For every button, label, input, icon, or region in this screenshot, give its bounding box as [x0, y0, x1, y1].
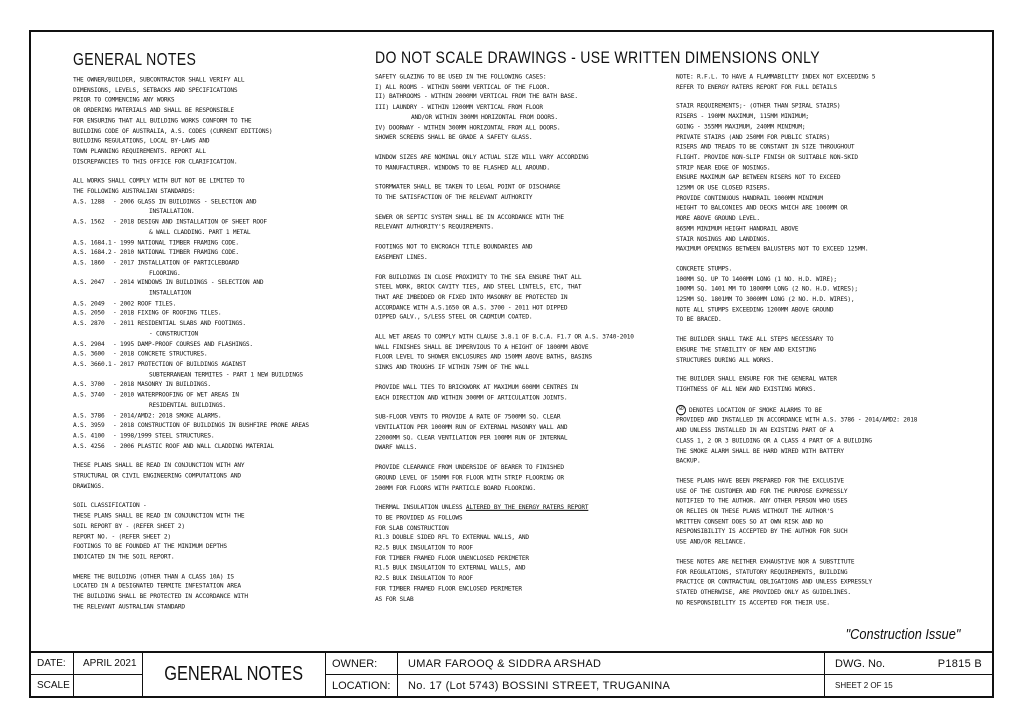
text-line: 22000MM SQ. CLEAR VENTILATION PER 100MM RUN OF INTERNAL — [375, 433, 568, 442]
standard-code: A.S. 3600 — [73, 350, 105, 359]
text-line: THESE NOTES ARE NEITHER EXHAUSTIVE NOR A SUBSTITUTE — [676, 557, 855, 566]
text-line: NOTE ALL STUMPS EXCEEDING 1200MM ABOVE GROUND — [676, 305, 834, 314]
sewer-paragraph — [375, 212, 671, 232]
standard-item — [73, 309, 363, 319]
date-scale-cell — [31, 653, 143, 696]
text-line: TOWN PLANNING REQUIREMENTS. REPORT ALL — [73, 147, 206, 156]
text-line: R2.5 BULK INSULATION TO ROOF — [375, 544, 473, 552]
standard-code: A.S. 4100 — [73, 432, 105, 440]
text-line: FOOTINGS TO BE FOUNDED AT THE MINIMUM DEPTHS — [73, 542, 227, 551]
text-line: SEWER OR SEPTIC SYSTEM SHALL BE IN ACCORDANCE WITH THE — [375, 213, 564, 221]
text-line: 125MM SQ. 1801MM TO 3000MM LONG (2 NO. H.D. WIRES), — [676, 295, 855, 304]
standard-text: - 2018 MASONRY IN BUILDINGS. — [113, 381, 211, 389]
text-line: 100MM SQ. 1401 MM TO 1800MM LONG (2 NO. H.D. WIRES); — [676, 285, 858, 293]
standard-text: - 2018 DESIGN AND INSTALLATION OF SHEET ROOF & WALL CLADDING. PART 1 METAL — [113, 218, 267, 236]
text-line: FOOTINGS NOT TO ENCROACH TITLE BOUNDARIES AND — [375, 243, 533, 251]
text-line: SAFETY GLAZING TO BE USED IN THE FOLLOWING CASES: — [375, 73, 547, 81]
text-line: SOIL REPORT BY - (REFER SHEET 2) — [73, 522, 185, 530]
text-line: THE BUILDER SHALL ENSURE FOR THE GENERAL WATER — [676, 375, 837, 384]
text-line: LOCATED IN A DESIGNATED TERMITE INFESTATION AREA — [73, 582, 241, 591]
intro-paragraph — [73, 75, 363, 167]
standard-text: - 2010 NATIONAL TIMBER FRAMING CODE. — [113, 248, 239, 257]
text-line: AND/OR WITHIN 300MM HORIZONTAL FROM DOORS. — [411, 113, 558, 122]
notes-column-1 — [73, 48, 363, 622]
standard-code: A.S. 3700 — [73, 381, 105, 389]
text-line: DRAWINGS. — [73, 482, 105, 490]
standard-item — [73, 380, 363, 390]
text-line: OR RELIES ON THESE PLANS WITHOUT THE AUTHOR'S — [676, 507, 834, 516]
text-line: PRIVATE STAIRS (AND 250MM FOR PUBLIC STAIRS) — [676, 133, 830, 141]
standard-item — [73, 350, 363, 360]
text-line: REFER TO ENERGY RATERS REPORT FOR FULL DETAILS — [676, 83, 837, 91]
text-line: SINKS AND TROUGHS IF WITHIN 75MM OF THE WALL — [375, 364, 529, 372]
smoke-alarm-paragraph — [676, 405, 976, 467]
footings-paragraph — [375, 242, 671, 262]
values-cell — [398, 653, 825, 696]
text-line: THESE PLANS HAVE BEEN PREPARED FOR THE EXCLUSIVE — [676, 477, 844, 485]
standard-text: - 1999 NATIONAL TIMBER FRAMING CODE. — [113, 238, 239, 246]
text-line: CLASS 1, 2 OR 3 BUILDING OR A CLASS 4 PART OF A BUILDING — [676, 437, 872, 445]
text-line: USE OF THE CUSTOMER AND FOR THE PURPOSE EXPRESSLY — [676, 487, 848, 495]
water-tightness-paragraph — [676, 375, 976, 395]
text-line: GOING - 355MM MAXIMUM, 240MM MINIMUM; — [676, 123, 806, 131]
construction-issue-stamp: "Construction Issue" — [845, 627, 960, 643]
location-label: LOCATION: — [332, 679, 391, 692]
text-line: THE RELEVANT AUSTRALIAN STANDARD — [73, 603, 185, 611]
text-line: INDICATED IN THE SOIL REPORT. — [73, 552, 175, 561]
standard-item — [73, 431, 363, 441]
text-line: THE BUILDER SHALL TAKE ALL STEPS NECESSARY TO — [676, 335, 834, 344]
text-line: III) LAUNDRY - WITHIN 1200MM VERTICAL FROM FLOOR — [375, 103, 543, 111]
text-line: THESE PLANS SHALL BE READ IN CONJUNCTION WITH THE — [73, 512, 245, 520]
text-line: HEIGHT TO BALCONIES AND DECKS WHICH ARE 1000MM OR — [676, 204, 848, 213]
text-line: FOR TIMBER FRAMED FLOOR UNENCLOSED PERIMETER — [375, 554, 529, 563]
text-line: WHERE THE BUILDING (OTHER THAN A CLASS 10A) IS — [73, 572, 234, 580]
text-line: THE SMOKE ALARM SHALL BE HARD WIRED WITH BATTERY — [676, 447, 844, 455]
text-line: TO THE SATISFACTION OF THE RELEVANT AUTHORITY — [375, 193, 533, 202]
engineering-paragraph — [73, 461, 363, 492]
standard-code: A.S. 4256 — [73, 442, 105, 450]
text-line: RISERS - 190MM MAXIMUM, 115MM MINIMUM; — [676, 113, 809, 121]
text-line: STAIR NOSINGS AND LANDINGS. — [676, 235, 771, 243]
standard-item — [73, 278, 363, 298]
text-line: STRUCTURES DURING ALL WORKS. — [676, 356, 774, 364]
standard-text: - 1995 DAMP-PROOF COURSES AND FLASHINGS. — [113, 340, 253, 348]
text-line: FLOOR LEVEL TO SHOWER ENCLOSURES AND 150MM ABOVE BATHS, BASINS — [375, 353, 592, 362]
stairs-paragraph — [676, 102, 976, 255]
drawing-number-value: P1815 B — [937, 657, 982, 670]
text-line: WINDOW SIZES ARE NOMINAL ONLY ACTUAL SIZE WILL VARY ACCORDING — [375, 153, 589, 162]
standard-item — [73, 248, 363, 258]
standard-item — [73, 421, 363, 431]
date-value: APRIL 2021 — [83, 658, 137, 669]
text-line: FLIGHT. PROVIDE NON-SLIP FINISH OR SUITABLE NON-SKID — [676, 153, 858, 162]
subfloor-vents-paragraph — [375, 412, 671, 453]
standard-code: A.S. 2870 — [73, 320, 105, 328]
sheet-title: GENERAL NOTES — [164, 663, 304, 685]
scale-label: SCALE — [37, 680, 70, 691]
text-line: BUILDING REGULATIONS, LOCAL BY-LAWS AND — [73, 137, 210, 145]
text-line: OR ORDERING MATERIALS AND SHALL BE RESPONSIBLE — [73, 106, 234, 115]
stability-paragraph — [676, 335, 976, 366]
standard-code: A.S. 2047 — [73, 279, 105, 287]
text-line: BUILDING CODE OF AUSTRALIA, A.S. CODES (CURRENT EDITIONS) — [73, 127, 273, 135]
standard-item — [73, 390, 363, 410]
text-line: R1.5 BULK INSULATION TO EXTERNAL WALLS, AND — [375, 564, 526, 573]
text-line: PRACTICE OR CONTRACTUAL OBLIGATIONS AND UNLESS EXPRESSLY — [676, 578, 872, 586]
standard-text: - 2018 CONSTRUCTION OF BUILDINGS IN BUSHFIRE PRONE AREAS — [113, 422, 309, 430]
text-line: SOIL CLASSIFICATION - — [73, 502, 147, 510]
standard-code: A.S. 3740 — [73, 391, 105, 399]
labels-cell — [326, 653, 398, 696]
wall-ties-paragraph — [375, 383, 671, 403]
text-line: R1.3 DOUBLE SIDED RFL TO EXTERNAL WALLS, AND — [375, 534, 529, 542]
text-line: TO BE PROVIDED AS FOLLOWS — [375, 513, 463, 522]
text-line: AND UNLESS INSTALLED IN AN EXISTING PART OF A — [676, 426, 834, 435]
wet-areas-paragraph — [375, 332, 671, 373]
text-line: TO MANUFACTURER. WINDOWS TO BE FLASHED ALL AROUND. — [375, 164, 550, 172]
text-line: STEEL WORK, BRICK CAVITY TIES, AND STEEL LINTELS, ETC, THAT — [375, 283, 582, 291]
text-line: THAT ARE IMBEDDED OR FIXED INTO MASONRY BE PROTECTED IN — [375, 293, 568, 301]
standard-code: A.S. 3660.1 — [73, 360, 112, 369]
text-line: 125MM OR USE CLOSED RISERS. — [676, 184, 771, 192]
standard-text: - 2011 RESIDENTIAL SLABS AND FOOTINGS. - CONSTRUCTION — [113, 320, 246, 338]
text-line: REPORT NO. - (REFER SHEET 2) — [73, 532, 171, 540]
text-line: RISERS AND TREADS TO BE CONSTANT IN SIZE THROUGHOUT — [676, 143, 855, 151]
standard-item — [73, 319, 363, 339]
standard-text: - 1998/1999 STEEL STRUCTURES. — [113, 432, 215, 440]
standard-code: A.S. 1860 — [73, 259, 105, 267]
text-line: THE FOLLOWING AUSTRALIAN STANDARDS: — [73, 187, 196, 196]
text-line: STATED OTHERWISE, ARE PROVIDED ONLY AS GUIDELINES. — [676, 588, 851, 596]
standard-item — [73, 411, 363, 421]
text-line: FOR SLAB CONSTRUCTION — [375, 524, 449, 532]
standard-item — [73, 441, 363, 451]
insulation-heading: THERMAL INSULATION UNLESS — [375, 503, 466, 512]
text-line: PROVIDE CLEARANCE FROM UNDERSIDE OF BEARER TO FINISHED — [375, 463, 564, 472]
standard-code: A.S. 2049 — [73, 299, 105, 308]
text-line: VENTILATION PER 1000MM RUN OF EXTERNAL MASONRY WALL AND — [375, 423, 568, 432]
sheet-number: SHEET 2 OF 15 — [835, 681, 893, 690]
drawing-number-cell — [825, 653, 992, 696]
text-line: ENSURE MAXIMUM GAP BETWEEN RISERS NOT TO EXCEED — [676, 174, 841, 182]
text-line: IV) DOORWAY - WITHIN 300MM HORIZONTAL FROM ALL DOORS. — [375, 123, 561, 132]
standard-code: A.S. 3959 — [73, 422, 105, 430]
text-line: WRITTEN CONSENT DOES SO AT OWN RISK AND NO — [676, 517, 823, 526]
text-line: MORE ABOVE GROUND LEVEL. — [676, 214, 760, 223]
owner-label: OWNER: — [326, 653, 397, 675]
sheet-title-cell — [143, 653, 326, 696]
text-line: STRUCTURAL OR CIVIL ENGINEERING COMPUTATIONS AND — [73, 472, 241, 480]
standard-text: - 2017 PROTECTION OF BUILDINGS AGAINST SUBTERRANEAN TERMITES - PART 1 NEW BUILDINGS — [113, 360, 303, 379]
text-line: SHOWER SCREENS SHALL BE GRADE A SAFETY GLASS. — [375, 134, 533, 142]
standard-code: A.S. 1684.2 — [73, 248, 112, 257]
standard-text: - 2014 WINDOWS IN BUILDINGS - SELECTION AND INSTALLATION — [113, 279, 264, 297]
standard-text: - 2018 FIXING OF ROOFING TILES. — [113, 309, 222, 318]
text-line: DWARF WALLS. — [375, 444, 417, 452]
text-line: ENSURE THE STABILITY OF NEW AND EXISTING — [676, 345, 816, 354]
standard-code: A.S. 2050 — [73, 309, 105, 318]
text-line: STORMWATER SHALL BE TAKEN TO LEGAL POINT OF DISCHARGE — [375, 183, 561, 191]
standard-text: - 2006 PLASTIC ROOF AND WALL CLADDING MATERIAL — [113, 442, 274, 450]
text-line: USE AND/OR RELIANCE. — [676, 538, 746, 546]
standard-code: A.S. 1288 — [73, 197, 105, 206]
smoke-detector-icon: SD — [676, 405, 686, 416]
text-line: STAIR REQUIREMENTS;- (OTHER THAN SPIRAL STAIRS) — [676, 102, 841, 111]
text-line: FOR REGULATIONS, STATUTORY REQUIREMENTS, BUILDING — [676, 568, 848, 576]
clearance-paragraph — [375, 463, 671, 494]
text-line: EACH DIRECTION AND WITHIN 300MM OF ARTICULATION JOINTS. — [375, 393, 568, 402]
text-line: STRIP NEAR EDGE OF NOSINGS. — [676, 164, 771, 172]
text-line: MAXIMUM OPENINGS BETWEEN BALUSTERS NOT TO EXCEED 125MM. — [676, 245, 869, 253]
insulation-heading-underlined: ALTERED BY THE ENERGY RATERS REPORT — [465, 503, 589, 512]
text-line: NOTIFIED TO THE AUTHOR. ANY OTHER PERSON WHO USES — [676, 497, 848, 505]
notes-column-2 — [375, 72, 671, 614]
standard-text: - 2010 WATERPROOFING OF WET AREAS IN RESIDENTIAL BUILDINGS. — [113, 391, 239, 409]
text-line: EASEMENT LINES. — [375, 253, 428, 261]
insulation-paragraph — [375, 503, 671, 605]
standard-text: - 2017 INSTALLATION OF PARTICLEBOARD FLOORING. — [113, 259, 239, 277]
smoke-alarm-first-line: DENOTES LOCATION OF SMOKE ALARMS TO BE — [689, 406, 822, 414]
text-line: THE OWNER/BUILDER, SUBCONTRACTOR SHALL VERIFY ALL — [73, 76, 245, 84]
standard-text: - 2006 GLASS IN BUILDINGS - SELECTION AND INSTALLATION. — [113, 197, 257, 216]
standard-code: A.S. 1562 — [73, 218, 105, 226]
text-line: DIMENSIONS, LEVELS, SETBACKS AND SPECIFICATIONS — [73, 86, 238, 94]
standard-text: - 2014/AMD2: 2018 SMOKE ALARMS. — [113, 411, 222, 420]
standards-list — [73, 197, 363, 452]
standard-item — [73, 339, 363, 349]
standard-code: A.S. 2904 — [73, 340, 105, 348]
standard-item — [73, 197, 363, 217]
text-line: PROVIDE CONTINUOUS HANDRAIL 1000MM MINIMUM — [676, 194, 823, 202]
text-line: PROVIDED AND INSTALLED IN ACCORDANCE WITH A.S. 3786 - 2014/AMD2: 2018 — [676, 416, 918, 425]
text-line: NO RESPONSIBILITY IS ACCEPTED FOR THEIR USE. — [676, 598, 830, 607]
text-line: AS FOR SLAB — [375, 595, 414, 603]
text-line: PROVIDE WALL TIES TO BRICKWORK AT MAXIMUM 600MM CENTRES IN — [375, 383, 578, 392]
stormwater-paragraph — [375, 183, 671, 203]
text-line: II) BATHROOMS - WITHIN 2000MM VERTICAL FROM THE BATH BASE. — [375, 93, 578, 101]
text-line: DIPPED GALV., S/LESS STEEL OR CADMIUM COATED. — [375, 313, 533, 322]
standard-item — [73, 360, 363, 380]
date-label: DATE: — [37, 658, 66, 669]
soil-paragraph — [73, 501, 363, 562]
standard-code: A.S. 1684.1 — [73, 238, 112, 246]
standard-item — [73, 217, 363, 237]
text-line: TIGHTNESS OF ALL NEW AND EXISTING WORKS. — [676, 385, 816, 394]
standard-item — [73, 258, 363, 278]
text-line: ALL WORKS SHALL COMPLY WITH BUT NOT BE LIMITED TO — [73, 177, 245, 185]
general-notes-heading: GENERAL NOTES — [73, 50, 197, 69]
text-line: SUB-FLOOR VENTS TO PROVIDE A RATE OF 7500MM SQ. CLEAR — [375, 413, 561, 421]
standard-text: - 2018 CONCRETE STRUCTURES. — [113, 350, 208, 359]
text-line: FOR ENSURING THAT ALL BUILDING WORKS CONFORM TO THE — [73, 117, 252, 125]
text-line: FOR TIMBER FRAMED FLOOR ENCLOSED PERIMETER — [375, 585, 522, 593]
standard-text: - 2002 ROOF TILES. — [113, 299, 176, 308]
text-line: THESE PLANS SHALL BE READ IN CONJUNCTION WITH ANY — [73, 462, 245, 470]
text-line: 100MM SQ. UP TO 1400MM LONG (1 NO. H.D. WIRE); — [676, 275, 837, 283]
glazing-paragraph — [375, 72, 671, 143]
text-line: NOTE: R.F.L. TO HAVE A FLAMMABILITY INDEX NOT EXCEEDING 5 — [676, 73, 876, 81]
stumps-paragraph — [676, 264, 976, 325]
rfl-paragraph — [676, 72, 976, 92]
text-line: 865MM MINIMUM HEIGHT HANDRAIL ABOVE — [676, 225, 799, 233]
text-line: BACKUP. — [676, 457, 701, 465]
drawing-number-label: DWG. No. — [835, 657, 886, 670]
owner-value: UMAR FAROOQ & SIDDRA ARSHAD — [398, 653, 824, 675]
text-line: RESPONSIBILITY IS ACCEPTED BY THE AUTHOR FOR SUCH — [676, 528, 848, 536]
text-line: FOR BUILDINGS IN CLOSE PROXIMITY TO THE SEA ENSURE THAT ALL — [375, 273, 582, 281]
standard-item — [73, 238, 363, 248]
scale-warning-heading: DO NOT SCALE DRAWINGS - USE WRITTEN DIMENSIONS ONLY — [375, 49, 820, 67]
standard-code: A.S. 3786 — [73, 411, 105, 420]
windows-paragraph — [375, 153, 671, 173]
standard-item — [73, 299, 363, 309]
title-block — [31, 651, 992, 696]
location-value: No. 17 (Lot 5743) BOSSINI STREET, TRUGANINA — [408, 679, 671, 692]
text-line: ALL WET AREAS TO COMPLY WITH CLAUSE 3.8.1 OF B.C.A. F1.7 OR A.S. 3740-2010 — [375, 333, 634, 341]
text-line: CONCRETE STUMPS. — [676, 265, 732, 273]
text-line: DISCREPANCIES TO THIS OFFICE FOR CLARIFICATION. — [73, 157, 238, 166]
text-line: THE BUILDING SHALL BE PROTECTED IN ACCORDANCE WITH — [73, 592, 248, 601]
standards-block — [73, 176, 363, 451]
text-line: GROUND LEVEL OF 150MM FOR FLOOR WITH STRIP FLOORING OR — [375, 473, 564, 482]
copyright-paragraph — [676, 476, 976, 547]
disclaimer-paragraph — [676, 557, 976, 608]
text-line: TO BE BRACED. — [676, 316, 722, 324]
text-line: PRIOR TO COMMENCING ANY WORKS — [73, 96, 175, 105]
text-line: I) ALL ROOMS - WITHIN 500MM VERTICAL OF THE FLOOR. — [375, 83, 550, 91]
termite-paragraph — [73, 572, 363, 613]
text-line: 200MM FOR FLOORS WITH PARTICLE BOARD FLOORING. — [375, 484, 536, 492]
sea-proximity-paragraph — [375, 272, 671, 323]
text-line: WALL FINISHES SHALL BE IMPERVIOUS TO A HEIGHT OF 1800MM ABOVE — [375, 343, 589, 352]
text-line: RELEVANT AUTHORITY'S REQUIREMENTS. — [375, 223, 494, 232]
text-line: R2.5 BULK INSULATION TO ROOF — [375, 575, 473, 583]
text-line: ACCORDANCE WITH A.S.1650 OR A.S. 3700 - 2011 HOT DIPPED — [375, 303, 568, 312]
drawing-sheet — [29, 30, 994, 698]
notes-column-3 — [676, 72, 976, 617]
